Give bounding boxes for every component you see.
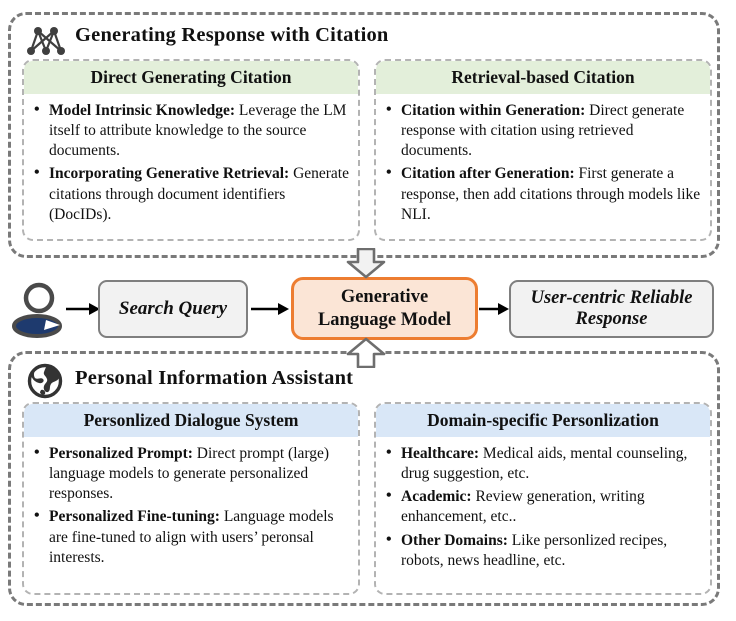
bullet-text: Review generation, writing enhancement, etc.. xyxy=(401,488,645,526)
bullet-icon: • xyxy=(386,164,392,182)
assistant-section-title: Personal Information Assistant xyxy=(75,367,354,389)
card-body xyxy=(24,437,358,575)
bullet-text: Direct generate response with citation using retrieved documents. xyxy=(401,102,685,160)
bullet-text: Generate citations through document identifiers (DocIDs). xyxy=(49,165,349,223)
bullet-text: Language models are fine-tuned to align with users’ peronsal interests. xyxy=(49,508,334,566)
model-label-line2: Language Model xyxy=(317,309,452,330)
bullet-lead: Personalized Prompt: xyxy=(49,445,193,462)
bullet-lead: Healthcare: xyxy=(401,445,480,462)
bullet-item xyxy=(32,507,350,567)
bullet-text: Medical aids, mental counseling, drug suggestion, etc. xyxy=(401,445,688,483)
bullet-lead: Model Intrinsic Knowledge: xyxy=(49,102,235,119)
domain-specific-personlization-card xyxy=(374,402,712,595)
model-label-line1: Generative xyxy=(340,287,429,308)
block-arrow-up-icon xyxy=(345,337,387,368)
bullet-item xyxy=(32,164,350,224)
bullet-text: Direct prompt (large) language models to generate personalized responses. xyxy=(49,445,330,503)
bullet-list xyxy=(32,101,350,225)
bullet-icon: • xyxy=(386,530,392,548)
search-query-box xyxy=(98,280,248,338)
card-body xyxy=(24,94,358,232)
bullet-list xyxy=(32,444,350,568)
bullet-lead: Academic: xyxy=(401,488,472,506)
user-centric-response-box xyxy=(509,280,714,338)
bullet-item xyxy=(384,164,702,224)
bullet-item xyxy=(32,444,350,504)
generative-language-model-box xyxy=(291,277,478,340)
citation-section-title: Generating Response with Citation xyxy=(75,24,389,46)
bullet-list xyxy=(384,101,702,225)
assistant-section xyxy=(8,351,720,606)
bullet-item xyxy=(32,101,350,161)
bullet-text: Like personlized recipes, robots, news headline, etc. xyxy=(401,531,668,569)
bullet-icon: • xyxy=(34,101,40,118)
bullet-item xyxy=(384,531,702,571)
model-label xyxy=(318,286,451,330)
search-query-label: Search Query xyxy=(118,298,228,320)
arrow-right-icon xyxy=(251,300,289,318)
bullet-icon: • xyxy=(34,164,40,182)
card-header: Domain-specific Personlization xyxy=(376,404,710,437)
bullet-item xyxy=(384,101,702,161)
bullet-text: Leverage the LM itself to attribute knowledge to the source documents. xyxy=(49,102,347,160)
bullet-icon: • xyxy=(34,507,40,525)
bullet-lead: Citation after Generation: xyxy=(401,165,575,183)
response-label xyxy=(531,288,693,331)
user-icon xyxy=(10,280,68,340)
bullet-lead: Incorporating Generative Retrieval: xyxy=(49,165,290,183)
network-graph-icon xyxy=(25,23,67,59)
bullet-item xyxy=(384,487,702,527)
bullet-lead: Personalized Fine-tuning: xyxy=(49,508,220,526)
bullet-text: First generate a response, then add citations through models like NLI. xyxy=(401,165,701,223)
bullet-lead: Citation within Generation: xyxy=(401,102,586,119)
response-label-line1: User-centric Reliable xyxy=(530,287,693,308)
bullet-icon: • xyxy=(386,487,392,505)
citation-section xyxy=(8,12,720,258)
bullet-icon: • xyxy=(34,444,40,461)
arrow-right-icon xyxy=(479,300,509,318)
direct-generating-citation-card xyxy=(22,59,360,241)
personlized-dialogue-system-card xyxy=(22,402,360,595)
card-body xyxy=(376,94,710,232)
block-arrow-down-icon xyxy=(345,248,387,279)
bullet-item xyxy=(384,444,702,484)
response-label-line2: Response xyxy=(575,309,648,329)
bullet-icon: • xyxy=(386,101,392,118)
card-body xyxy=(376,437,710,578)
bullet-lead: Other Domains: xyxy=(401,531,508,549)
bullet-icon: • xyxy=(386,444,392,461)
arrow-right-icon xyxy=(66,300,100,318)
card-header: Personlized Dialogue System xyxy=(24,404,358,437)
card-header: Direct Generating Citation xyxy=(24,61,358,94)
retrieval-based-citation-card xyxy=(374,59,712,241)
card-header: Retrieval-based Citation xyxy=(376,61,710,94)
globe-icon xyxy=(27,363,63,399)
bullet-list xyxy=(384,444,702,571)
